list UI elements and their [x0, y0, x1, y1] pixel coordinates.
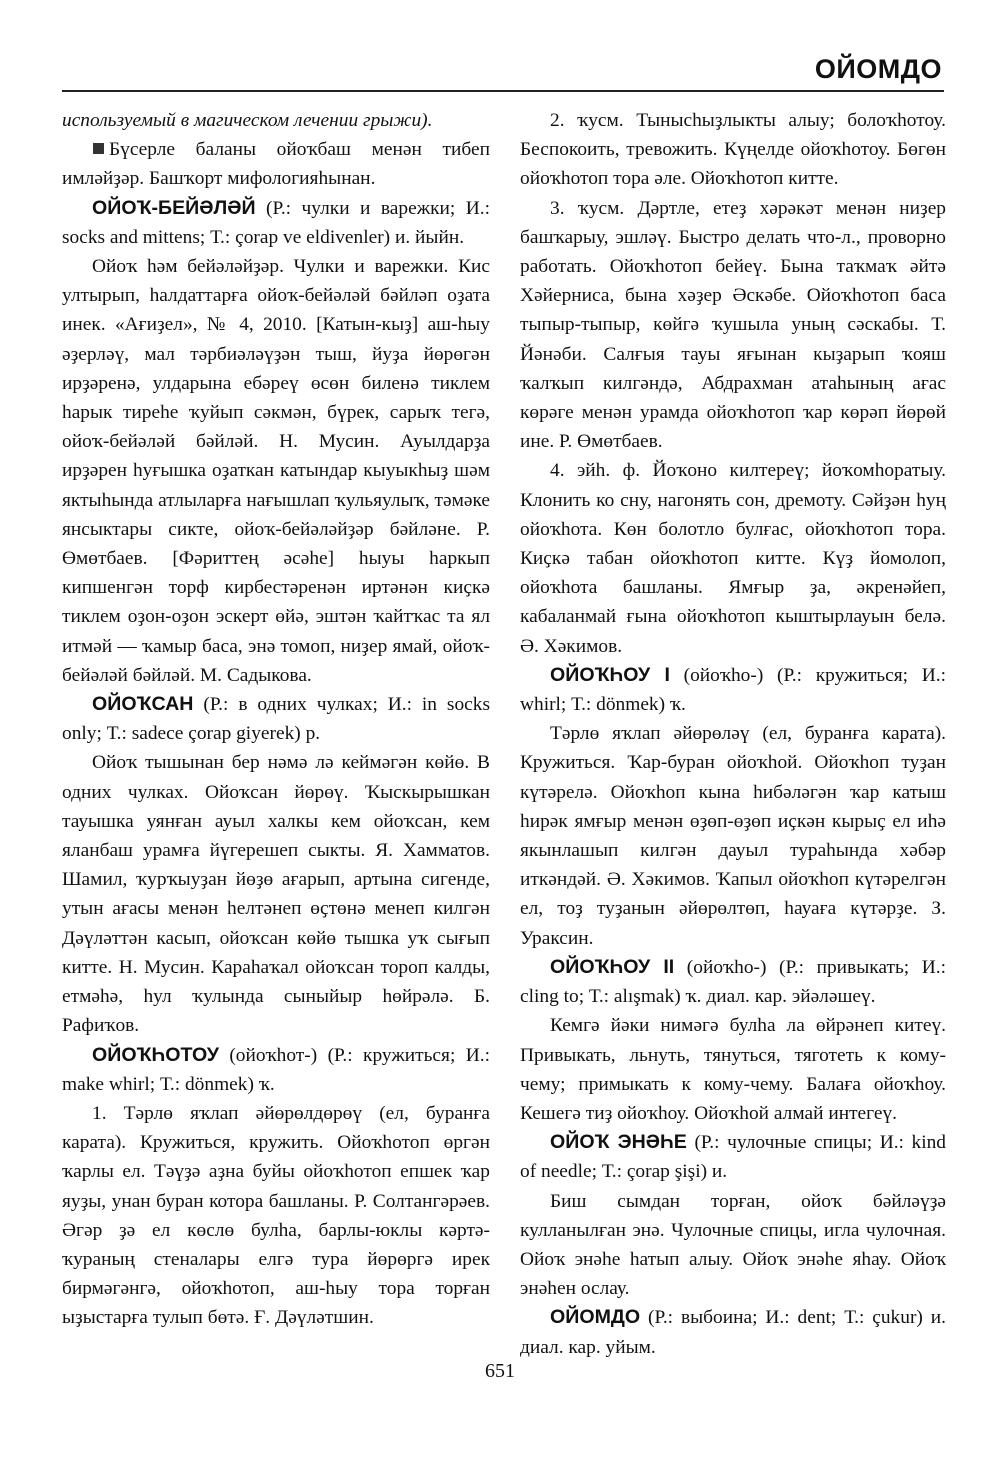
- running-head: ОЙОМДО: [814, 54, 942, 84]
- left-column: [62, 106, 490, 1333]
- headword: ОЙОҠҺОУ II: [550, 955, 675, 978]
- entry-headword-line: ОЙОҠҺОТОУ (ойоҡһот-) (Р.: кружиться; И.: make whirl; Т.: dönmek) ҡ.: [62, 1043, 490, 1095]
- headword: ОЙОҠ ЭНӘҺЕ: [550, 1131, 687, 1154]
- entry-text: используемый в магическом лечении грыжи).: [62, 110, 433, 131]
- entry-text: 3. ҡусм. Дәртле, етеҙ хәрәкәт менән ниҙер башҡарыу, эшләү. Быстро делать что-л., проворно работать. Ойоҡһотоп бейеү. Бына таҡмаҡ әйтә Хәйерниса, бына хәҙер Әскәбе. Ойоҡһотоп баса тыпыр-тыпыр, көйгә ҡушыла уның сәскабы. Т. Йәнәби. Салғыя тауы яғынан кыҙарып ҡояш ҡалҡып килгәндә, Абдрахман атаһының ағас көрәге менән урамда ойоҡһотоп ҡар көрәп йөрөй ине. Р. Өмөтбаев.: [520, 197, 946, 453]
- entry-text: Ойоҡ тышынан бер нәмә лә кеймәгән көйө. В одних чулках. Ойоҡсан йөрөү. Ҡыскырышкан тауышка уянған ауыл халкы кем ойоҡсан, кем яланбаш урамға йүгерешеп сыкты. Я. Хамматов. Шамил, ҡурҡыуҙан йөҙө ағарып, артына сигенде, утын ағасы менән һелтәнеп өҫтөнә менеп килгән Дәүләттән касып, ойоҡсан көйө тышка уҡ сығып китте. Н. Мусин. Караһаҡал ойоҡсан тороп калды, етмәһә, һул ҡулында сыныйыр һөйрәлә. Б. Рафиҡов.: [62, 752, 490, 1037]
- entry-headword-line: ОЙОҠ ЭНӘҺЕ (Р.: чулочные спицы; И.: kind of needle; Т.: çorap şişi) и.: [520, 1131, 947, 1183]
- entry-headword-line: ОЙОҠСАН (Р.: в одних чулках; И.: in socks only; Т.: sadece çorap giyerek) р.: [62, 693, 490, 745]
- entry-text: Тәрлө яҡлап әйөрөләү (ел, буранға карата). Кружиться. Ҡар-буран ойоҡһой. Ойоҡһоп туҙан күтәрелә. Ойоҡһоп кына һибәләгән ҡар катыш һирәк ямғыр менән өҙөп-өҙөп иҫкән кырыҫ ел иһә якынлашып килгән дауыл тураһында хәбәр иткәндәй. Ә. Хәкимов. Ҡапыл ойоҡһоп күтәрелгән ел, тоҙ туҙанын әйөрөлтөп, һауаға күтәрҙе. З. Ураксин.: [520, 723, 946, 949]
- headword: ОЙОҠ-БЕЙӘЛӘЙ: [92, 196, 256, 219]
- entry-text: Ойоҡ һәм бейәләйҙәр. Чулки и варежки. Кис ултырып, һалдаттарға ойоҡ-бейәләй бәйләп оҙата инек. «Ағиҙел», № 4, 2010. [Катын-кыҙ] аш-һыу әҙерләү, мал тәрбиәләүҙән тыш, йуҙа йөрөгән ирҙәренә, улдарына ебәреү өсөн биленә тиклем һарык тиреһе ҡуйып сәкмән, бүрек, сарыҡ тегә, ойоҡ-бейәләй бәйләй. Н. Мусин. Ауылдарҙа ирҙәрен һуғышка оҙаткан катындар кыуыкһыҙ шәм яктыһында атлыларға нағышлап ҡульяулыҡ, тәмәке янсыктары сикте, ойоҡ-бейәләйҙәр бәйләне. Р. Өмөтбаев. [Фәриттең әсәһе] һыуы һаркып кипшенгән торф кирбестәренән иртәнән киҫкә тиклем оҙон-оҙон эскерт өйә, эштән ҡайтҡас та ял итмәй — ҡамыр баса, энә томоп, ниҙер ямай, ойоҡ-бейәләй бәйләй. М. Садыкова.: [62, 256, 490, 686]
- entry-headword-line: ОЙОМДО (Р.: выбоина; И.: dent; Т.: çukur) и. диал. кар. уйым.: [520, 1306, 946, 1358]
- entry-headword-line: ОЙОҠҺОУ II (ойоҡһо-) (Р.: привыкать; И.: cling to; Т.: alışmak) ҡ. диал. кар. эйәләшеү.: [520, 955, 946, 1008]
- headword: ОЙОҠҺОУ I: [550, 663, 670, 686]
- entry-text: Бүсерле баланы ойоҡбаш менән тибеп имләйҙәр. Башҡорт мифологияһынан.: [62, 139, 490, 190]
- header-rule: [62, 90, 944, 92]
- headword: ОЙОМДО: [550, 1306, 641, 1329]
- right-column: [520, 106, 946, 1362]
- entry-text: 4. эйһ. ф. Йоҡоно килтереү; йоҡомһоратыу. Клонить ко сну, нагонять сон, дремоту. Сәйҙән һуң ойоҡһота. Көн болотло булғас, ойоҡһотоп тора. Киҫкә табан ойоҡһотоп китте. Күҙ йомолоп, ойоҡһота башланы. Ямғыр ҙа, әкренәйеп, кабаланмай ғына ойоҡһотоп кыштырлауын белә. Ә. Хәкимов.: [520, 460, 946, 657]
- entry-text: 1. Тәрлө яҡлап әйөрөлдөрөү (ел, буранға карата). Кружиться, кружить. Ойоҡһотоп өргән ҡарлы ел. Тәүҙә аҙна буйы ойоҡһотоп епшек ҡар яуҙы, унан буран котора башланы. Р. Солтангәрәев. Әгәр ҙә ел көслө булһа, барлы-юклы кәртә-ҡураның стеналары елгә тура йөрөргә ирек бирмәгәнгә, ойоҡһотоп, аш-һыу тора торған ыҙыстарға тулып бөтә. Ғ. Дәүләтшин.: [62, 1102, 490, 1329]
- example-marker-icon: [93, 143, 104, 154]
- entry-headword-line: ОЙОҠҺОУ I (ойоҡһо-) (Р.: кружиться; И.: whirl; Т.: dönmek) ҡ.: [520, 663, 946, 716]
- entry-headword-line: ОЙОҠ-БЕЙӘЛӘЙ (Р.: чулки и варежки; И.: socks and mittens; Т.: çorap ve eldivenler) и. йыйн.: [62, 196, 490, 248]
- page-number: 651: [485, 1360, 515, 1382]
- entry-text: 2. ҡусм. Тынысһыҙлыкты алыу; болоҡһотоу. Беспокоить, тревожить. Күңелде ойоҡһотоу. Бөгөн ойоҡһотоп тора әле. Ойоҡһотоп китте.: [520, 110, 946, 190]
- entry-text: Кемгә йәки нимәгә булһа ла өйрәнеп китеү. Привыкать, льнуть, тянуться, тяготеть к кому-чему; примыкать к кому-чему. Балаға ойоҡһоу. Кешегә тиҙ ойоҡһоу. Ойоҡһой алмай интегеү.: [520, 1015, 946, 1124]
- headword: ОЙОҠҺОТОУ: [92, 1043, 219, 1066]
- entry-text: Биш сымдан торған, ойоҡ бәйләүҙә кулланылған энә. Чулочные спицы, игла чулочная. Ойоҡ энәһе һатып алыу. Ойоҡ энәһе яһау. Ойоҡ энәһен ослау.: [520, 1190, 946, 1300]
- headword: ОЙОҠСАН: [92, 693, 194, 716]
